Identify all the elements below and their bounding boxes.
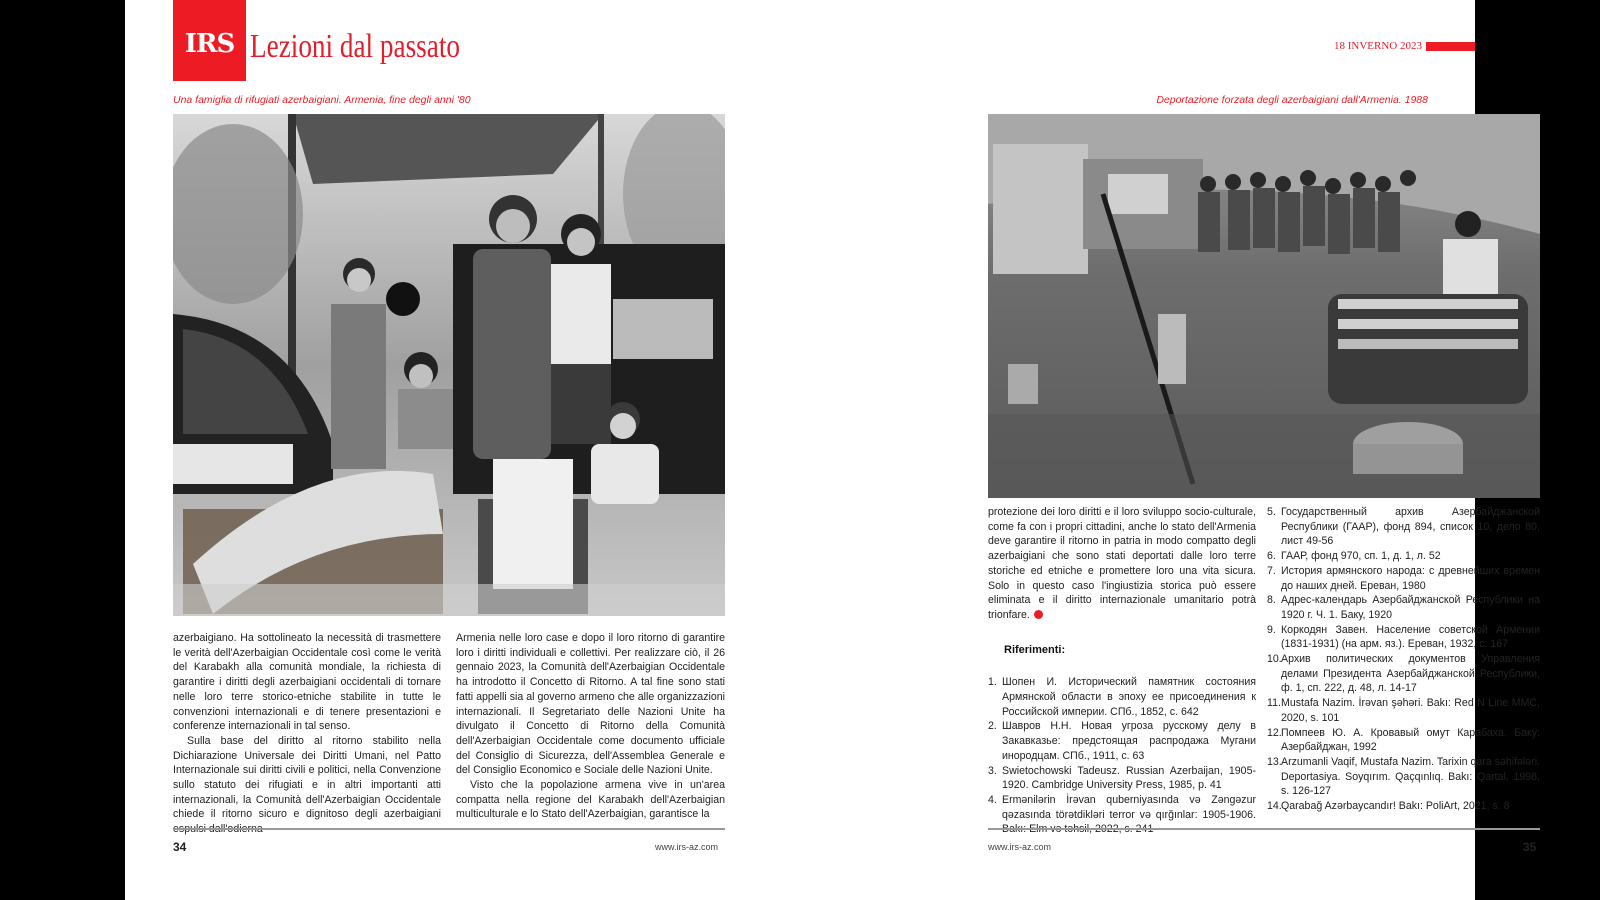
reference-item	[988, 764, 1256, 793]
irs-logo	[173, 0, 246, 81]
paragraph: Visto che la popolazione armena vive in un'area compatta nella regione del Karabakh dell'Azerbaigian multiculturale e lo Stato dell'Azerbaigian, garantisce la	[456, 779, 725, 821]
right-page	[800, 0, 1540, 900]
deportation-photo	[988, 114, 1540, 498]
section-title: Lezioni dal passato	[250, 28, 460, 65]
reference-item	[1267, 652, 1540, 696]
left-photo-caption: Una famiglia di rifugiati azerbaigiani. Armenia, fine degli anni '80	[173, 94, 471, 106]
reference-item	[1267, 505, 1540, 549]
reference-number: 13.	[1267, 755, 1282, 768]
refugee-family-photo-image	[173, 114, 725, 616]
reference-number: 6.	[1267, 550, 1276, 563]
reference-text: Помпеев Ю. А. Кровавый омут Карабаха. Баку: Азербайджан, 1992	[1281, 726, 1540, 754]
paragraph: azerbaigiano. Ha sottolineato la necessità di trasmettere le verità dell'Azerbaigian Occidentale così come le verità del Karabakh alla comunità mondiale, la richiesta di garantire i diritti degli azerbaigiani occidentali di tornare nelle loro terre storico-etniche stabilite in tutte le convenzioni internazionali e di tenere presentazioni e conferenze internazionali in tal senso.	[173, 632, 441, 733]
deportation-photo-image	[988, 114, 1540, 498]
reference-text: Шопен И. Исторический памятник состояния Армянской области в эпоху ее присоединения к Российской империи. СПб., 1852, с. 642	[1002, 676, 1256, 718]
reference-item	[988, 793, 1256, 837]
reference-text: Arzumanli Vaqif, Mustafa Nazim. Tarixin qara səhifələri. Deportasiya. Soyqırım. Qaçqınlıq. Bakı: Qartal, 1998, s. 126-127	[1281, 755, 1540, 798]
reference-text: Qarabağ Azərbaycandır! Bakı: PoliArt, 2021, s. 8	[1281, 800, 1510, 813]
reference-text: Mustafa Nazim. İrəvan şəhəri. Bakı: Red N Line MMC, 2020, s. 101	[1281, 697, 1540, 724]
reference-text: Коркодян Завен. Население советской Армении (1831-1931) (на арм. яз.). Ереван, 1932, с. 167	[1281, 623, 1540, 651]
reference-text: ГААР, фонд 970, сп. 1, д. 1, л. 52	[1281, 550, 1441, 563]
reference-number: 1.	[988, 676, 997, 689]
reference-item	[1267, 799, 1540, 814]
reference-text: История армянского народа: с древнейших времен до наших дней. Ереван, 1980	[1281, 564, 1540, 592]
website-link[interactable]: www.irs-az.com	[988, 842, 1052, 852]
reference-number: 4.	[988, 793, 997, 806]
reference-item	[1267, 564, 1540, 593]
right-photo-caption: Deportazione forzata degli azerbaigiani dall'Armenia. 1988	[1156, 94, 1428, 106]
reference-number: 3.	[988, 764, 997, 777]
left-column-1	[173, 631, 441, 837]
reference-number: 8.	[1267, 594, 1276, 607]
reference-number: 14.	[1267, 800, 1282, 813]
reference-item	[1267, 696, 1540, 725]
end-of-article-icon	[1034, 610, 1043, 619]
reference-number: 5.	[1267, 506, 1276, 518]
references-list-part-2	[1267, 505, 1540, 814]
reference-text: Swietochowski Tadeusz. Russian Azerbaijan, 1905-1920. Cambridge University Press, 1985, p. 41	[1002, 764, 1256, 792]
reference-number: 9.	[1267, 623, 1276, 636]
paragraph	[988, 505, 1256, 623]
paragraph: Armenia nelle loro case e dopo il loro ritorno di garantire loro i diritti individuali e collettivi. Per realizzare ciò, il 26 gennaio 2023, la Comunità dell'Azerbaigian Occidentale ha introdotto il Concetto di Ritorno. A tal fine sono stati fatti appelli sia al governo armeno che alle organizzazioni internazionali. Il Segretariato delle Nazioni Unite ha divulgato il Concetto di Ritorno della Comunità dell'Azerbaigian Occidentale come documento ufficiale del Consiglio di Sicurezza, dell'Assemblea Generale e del Consiglio Economico e Sociale delle Nazioni Unite.	[456, 632, 725, 777]
logo-text: IRS	[184, 28, 235, 59]
refugee-family-photo	[173, 114, 725, 616]
magazine-spread	[125, 0, 1540, 900]
footer-divider	[173, 828, 725, 830]
reference-item	[1267, 623, 1540, 652]
right-column-2	[1267, 505, 1540, 814]
issue-label: 18 INVERNO 2023	[1334, 40, 1422, 52]
reference-number: 12.	[1267, 726, 1282, 739]
reference-text: Государственный архив Азербайджанской Республики (ГААР), фонд 894, список 10, дело 80, лист 49-56	[1281, 506, 1540, 548]
reference-item	[1267, 549, 1540, 564]
reference-number: 10.	[1267, 653, 1282, 666]
paragraph-text: protezione dei loro diritti e il loro sviluppo socio-culturale, come fa con i propri cittadini, anche lo stato dell'Armenia deve garantire il ritorno in patria in modo compatto degli azerbaigiani che sono stati deportati dalle loro terre storiche ed etniche e promettere loro una vita sicura. Solo in questo caso l'ingiustizia storica può essere eliminata e il diritto internazionale umanitario potrà trionfare.	[988, 506, 1256, 621]
issue-accent-bar	[1426, 42, 1475, 51]
reference-number: 7.	[1267, 564, 1276, 577]
reference-item	[1267, 726, 1540, 755]
reference-item	[988, 675, 1256, 719]
reference-text: Адрес-календарь Азербайджанской Республики на 1920 г. Ч. 1. Баку, 1920	[1281, 594, 1540, 621]
right-column-1	[988, 505, 1256, 837]
reference-item	[1267, 593, 1540, 622]
reference-number: 11.	[1267, 697, 1281, 710]
reference-item	[1267, 755, 1540, 799]
page-number: 35	[1523, 840, 1537, 854]
left-page	[125, 0, 800, 900]
paragraph: Sulla base del diritto al ritorno stabilito nella Dichiarazione Universale dei Diritti Umani, nel Patto Internazionale sui diritti civili e politici, nella Convenzione sullo statuto dei rifugiati e in altri importanti atti internazionali, la Comunità dell'Azerbaigian Occidentale chiede il ritorno sicuro e dignitoso degli azerbaigiani	[173, 734, 441, 821]
reference-item	[988, 719, 1256, 763]
reference-number: 2.	[988, 720, 997, 733]
reference-text: Архив политических документов Управления делами Президента Азербайджанской Республики, ф. 1, сп. 222, д. 48, л. 14-17	[1281, 653, 1540, 695]
footer-divider	[988, 828, 1540, 830]
website-link[interactable]: www.irs-az.com	[655, 842, 719, 852]
references-title: Riferimenti:	[1004, 643, 1066, 656]
references-list-part-1	[988, 675, 1256, 837]
left-column-2	[456, 631, 725, 822]
reference-text: Шавров Н.Н. Новая угроза русскому делу в Закавказье: предстоящая распродажа Мугани инородцам. СПб., 1911, с. 63	[1002, 720, 1256, 762]
reference-text: Ermənilərin İrəvan quberniyasında və Zəngəzur qəzasında törətdikləri terror və qırğınlar: 1905-1906.	[1002, 793, 1256, 821]
page-number: 34	[173, 840, 187, 854]
